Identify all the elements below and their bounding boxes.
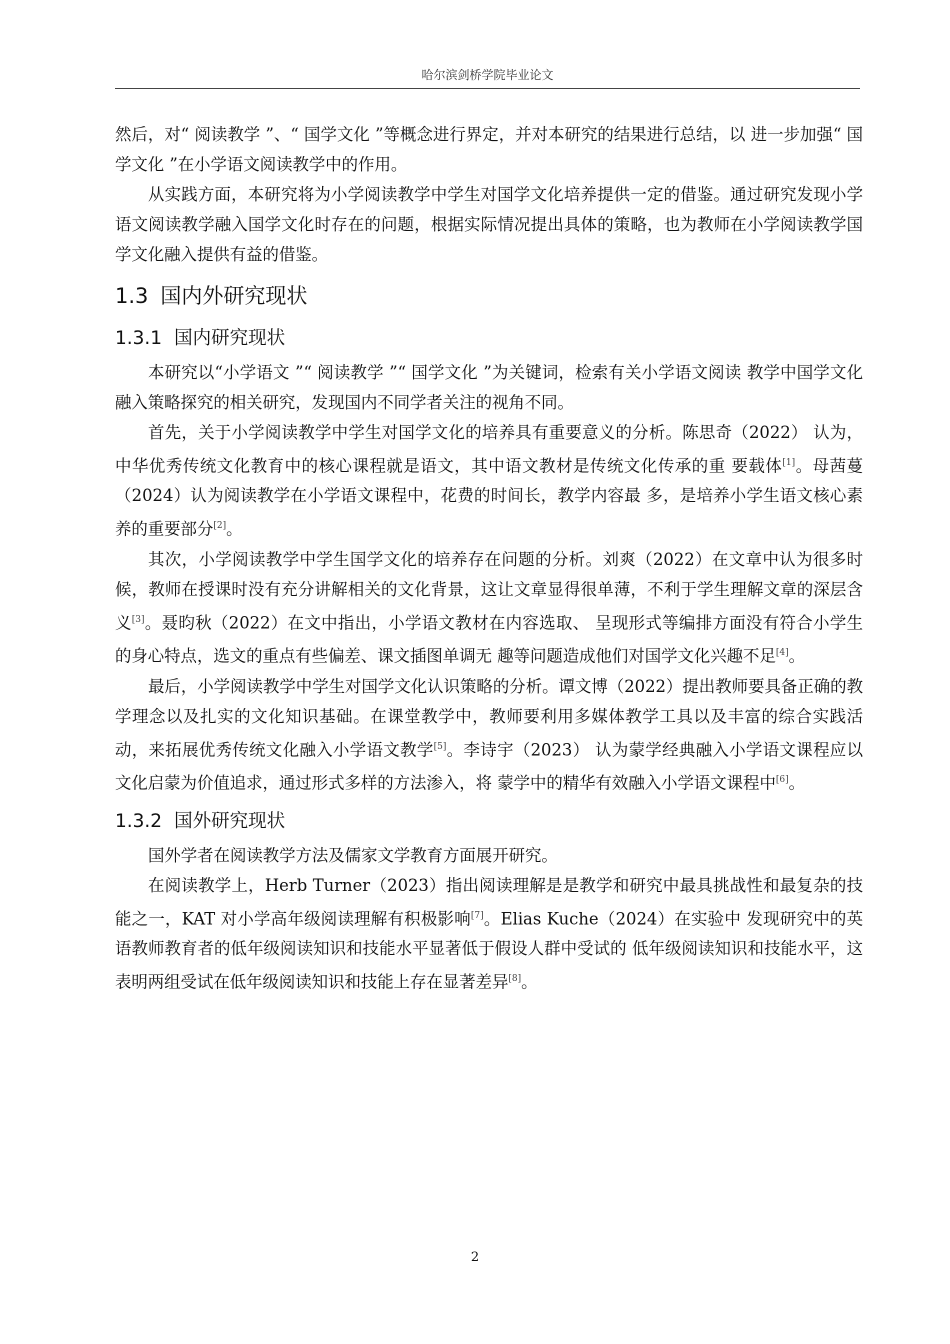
citation-8: [8] — [508, 974, 522, 985]
document-body — [115, 120, 863, 998]
paragraph-intro-end: 然后，对“ 阅读教学 ”、“ 国学文化 ”等概念进行界定，并对本研究的结果进行总结，以 进一步加强“ 国学文化 ”在小学语文阅读教学中的作用。 — [115, 125, 863, 174]
section-number: 1.3 — [115, 284, 149, 308]
text-run: 。 — [521, 972, 538, 992]
text-run: 首先，关于小学阅读教学中学生对国学文化的培养具有重要意义的分析。陈思奇（2022） 认为，中华优秀传统文化教育中的核心课程就是语文，其中语文教材是传统文化传承的重 要载体 — [115, 423, 863, 476]
text-run: 最后，小学阅读教学中学生对国学文化认识策略的分析。谭文博（2022）提出教师要具备正确的教学理念以及扎实的文化知识基础。在课堂教学中，教师要利用多媒体教学工具以及丰富的综合实践活动，来拓展优秀传统文化融入小学语文教学 — [115, 676, 863, 760]
text-run: 。Elias Kuche（2024）在实验中 发现研究中的英语教师教育者的低年级阅读知识和技能水平显著低于假设人群中受试的 低年级阅读知识和技能水平，这表明两组受试在低年级阅读知识和技能上存在显著差异 — [115, 909, 863, 992]
subsection-title: 国外研究现状 — [174, 810, 286, 832]
section-heading — [115, 276, 863, 316]
subsection-number: 1.3.1 — [115, 328, 163, 349]
paragraph-domestic-3 — [115, 545, 863, 672]
text-run: 在阅读教学上，Herb Turner（2023）指出阅读理解是是教学和研究中最具挑战性和最复杂的技能之一，KAT 对小学高年级阅读理解有积极影响 — [115, 875, 863, 929]
text-run: 。聂昀秋（2022）在文中指出，小学语文教材在内容选取、 呈现形式等编排方面没有符合小学生的身心特点，选文的重点有些偏差、课文插图单调无 趣等问题造成他们对国学文化兴趣不足 — [115, 613, 864, 666]
text-run: 。李诗宇（2023） 认为蒙学经典融入小学语文课程应以文化启蒙为价值追求，通过形式多样的方法渗入，将 蒙学中的精华有效融入小学语文课程中 — [115, 740, 864, 793]
citation-1: [1] — [782, 458, 796, 468]
paragraph-domestic-2 — [115, 418, 863, 545]
paragraph-foreign-2 — [115, 871, 863, 998]
citation-6: [6] — [775, 775, 789, 786]
subsection-title: 国内研究现状 — [174, 328, 286, 349]
header-divider — [115, 88, 860, 89]
citation-4: [4] — [775, 648, 789, 659]
paragraph-domestic-1: 本研究以“小学语文 ”“ 阅读教学 ”“ 国学文化 ”为关键词，检索有关小学语文阅读 教学中国学文化融入策略探究的相关研究，发现国内不同学者关注的视角不同。 — [115, 363, 863, 412]
page-header: 哈尔滨剑桥学院毕业论文 — [421, 68, 554, 82]
page-number: 2 — [470, 1250, 480, 1265]
paragraph-foreign-1: 国外学者在阅读教学方法及儒家文学教育方面展开研究。 — [148, 845, 558, 865]
citation-7: [7] — [470, 910, 484, 921]
paragraph-domestic-4 — [115, 672, 863, 799]
citation-5: [5] — [433, 741, 447, 752]
subsection-heading-foreign — [115, 803, 863, 841]
section-title: 国内外研究现状 — [160, 284, 308, 308]
subsection-number: 1.3.2 — [115, 810, 163, 832]
citation-3: [3] — [131, 614, 145, 625]
subsection-heading-domestic — [115, 320, 863, 358]
text-run: 。 — [788, 646, 805, 666]
text-run: 其次，小学阅读教学中学生国学文化的培养存在问题的分析。刘爽（2022）在文章中认为很多时候，教师在授课时没有充分讲解相关的文化背景，这让文章显得很单薄，不利于学生理解文章的深层含义 — [115, 549, 863, 633]
citation-2: [2] — [213, 521, 227, 532]
text-run: 。母茜蔓（2024）认为阅读教学在小学语文课程中，花费的时间长，教学内容最 多，是培养小学生语文核心素养的重要部分 — [115, 456, 863, 539]
text-run: 。 — [788, 773, 805, 793]
text-run: 。 — [226, 519, 243, 539]
paragraph-practice: 从实践方面，本研究将为小学阅读教学中学生对国学文化培养提供一定的借鉴。通过研究发现小学语文阅读教学融入国学文化时存在的问题，根据实际情况提出具体的策略，也为教师在小学阅读教学国学文化融入提供有益的借鉴。 — [115, 185, 863, 264]
